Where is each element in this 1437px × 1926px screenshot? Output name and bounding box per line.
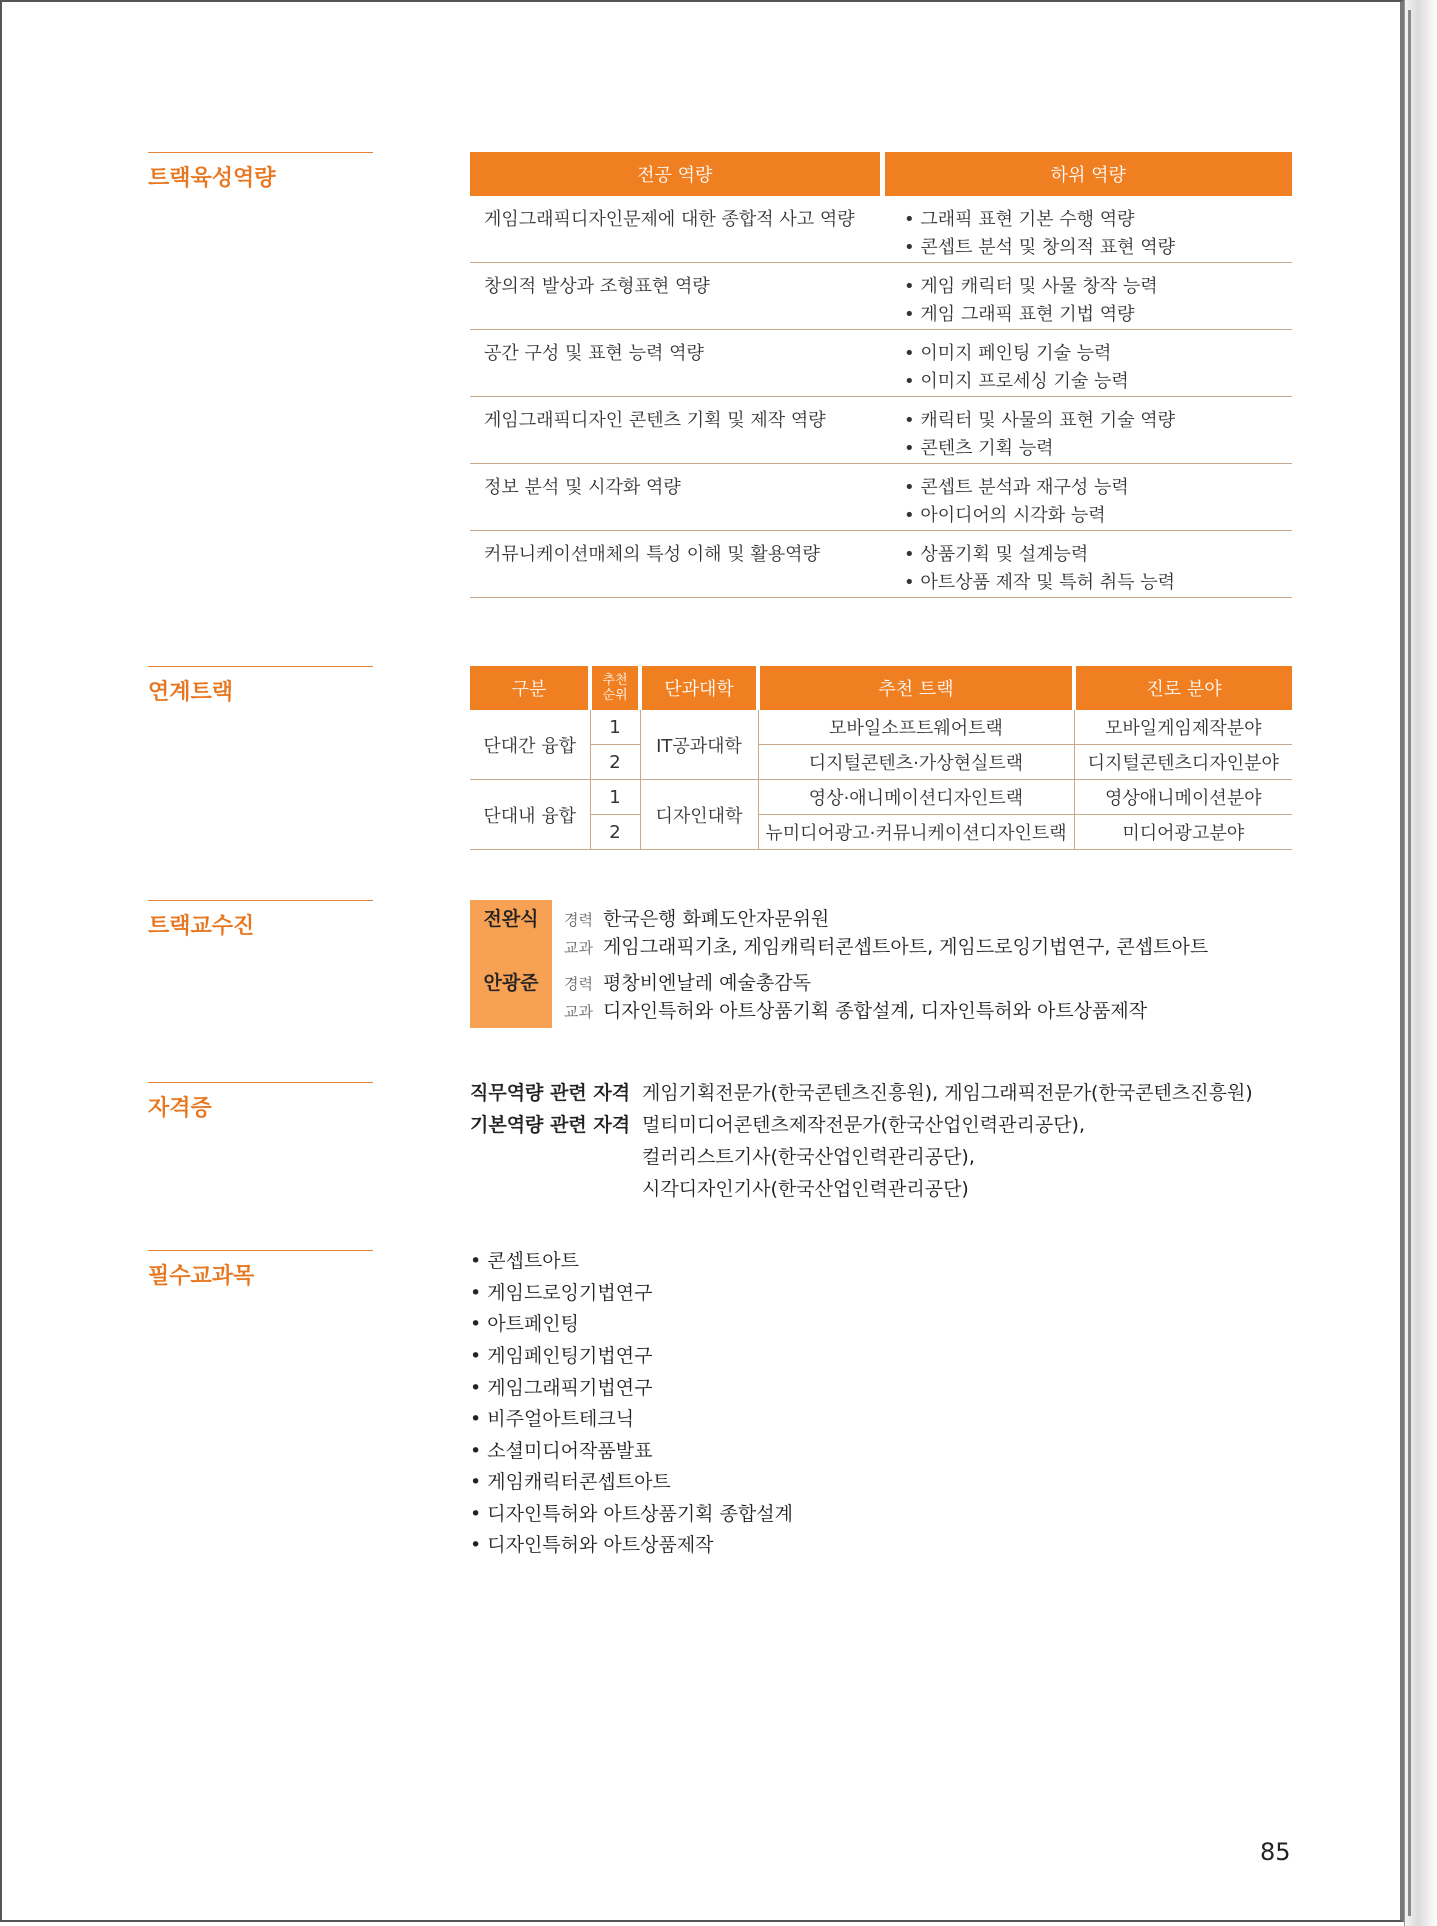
required-course-item: • 아트페인팅 — [470, 1309, 579, 1336]
competency-table — [470, 152, 1292, 598]
table-row — [470, 745, 1292, 780]
track-rank-cell: 2 — [590, 815, 640, 850]
table-row — [470, 531, 1292, 598]
track-rank-cell: 1 — [590, 780, 640, 815]
page-edge-line — [1408, 10, 1411, 1916]
required-course-item: • 게임페인팅기법연구 — [470, 1341, 652, 1368]
table-row — [470, 263, 1292, 330]
required-course-item: • 게임그래픽기법연구 — [470, 1373, 652, 1400]
sub-competency-item: • 아이디어의 시각화 능력 — [904, 502, 1278, 530]
course-tag: 교과 — [564, 939, 593, 957]
track-career-cell: 모바일게임제작분야 — [1074, 710, 1292, 745]
sub-competency-cell — [882, 531, 1292, 598]
section-label-certificates: 자격증 — [148, 1082, 373, 1122]
basic-certificate-value: 멀티미디어콘텐츠제작전문가(한국산업인력관리공단), — [642, 1114, 1086, 1136]
faculty-courses-line — [564, 932, 1208, 959]
sub-competency-cell — [882, 464, 1292, 531]
table-row — [470, 196, 1292, 263]
required-course-item: • 비주얼아트테크닉 — [470, 1404, 634, 1431]
required-course-item: • 게임캐릭터콘셉트아트 — [470, 1467, 671, 1494]
course-tag: 교과 — [564, 1003, 593, 1021]
track-college-cell: 디자인대학 — [640, 780, 758, 850]
header-rank — [590, 666, 640, 710]
major-competency-cell: 창의적 발상과 조형표현 역량 — [470, 263, 882, 330]
header-recommended-track: 추천 트랙 — [758, 666, 1074, 710]
faculty-name: 안광준 — [483, 972, 539, 994]
sub-competency-item: • 콘셉트 분석과 재구성 능력 — [904, 474, 1278, 502]
faculty-courses: 디자인특허와 아트상품기획 종합설계, 디자인특허와 아트상품제작 — [602, 1000, 1148, 1022]
table-row — [470, 330, 1292, 397]
major-competency-cell: 게임그래픽디자인문제에 대한 종합적 사고 역량 — [470, 196, 882, 263]
sub-competency-item: • 캐릭터 및 사물의 표현 기술 역량 — [904, 407, 1278, 435]
header-sub-competency: 하위 역량 — [882, 152, 1292, 196]
header-category: 구분 — [470, 666, 590, 710]
track-career-cell: 미디어광고분야 — [1074, 815, 1292, 850]
sub-competency-cell — [882, 330, 1292, 397]
section-label-required-courses: 필수교과목 — [148, 1250, 373, 1290]
basic-certificate-value: 시각디자인기사(한국산업인력관리공단) — [642, 1178, 969, 1200]
sub-competency-item: • 그래픽 표현 기본 수행 역량 — [904, 206, 1278, 234]
track-career-cell: 디지털콘텐츠디자인분야 — [1074, 745, 1292, 780]
sub-competency-item: • 게임 그래픽 표현 기법 역량 — [904, 301, 1278, 329]
table-row — [470, 397, 1292, 464]
major-competency-cell: 공간 구성 및 표현 능력 역량 — [470, 330, 882, 397]
sub-competency-item: • 아트상품 제작 및 특허 취득 능력 — [904, 569, 1278, 597]
track-name-cell: 모바일소프트웨어트랙 — [758, 710, 1074, 745]
sub-competency-item: • 이미지 프로세싱 기술 능력 — [904, 368, 1278, 396]
header-college: 단과대학 — [640, 666, 758, 710]
table-row — [470, 780, 1292, 815]
major-competency-cell: 커뮤니케이션매체의 특성 이해 및 활용역량 — [470, 531, 882, 598]
table-row — [470, 710, 1292, 745]
job-certificate-label: 직무역량 관련 자격 — [470, 1082, 631, 1104]
track-category-cell: 단대간 융합 — [470, 710, 590, 780]
sub-competency-cell — [882, 196, 1292, 263]
required-course-item: • 게임드로잉기법연구 — [470, 1278, 652, 1305]
basic-certificate-value: 컬러리스트기사(한국산업인력관리공단), — [642, 1146, 975, 1168]
sub-competency-item: • 콘텐츠 기획 능력 — [904, 435, 1278, 463]
required-course-item: • 콘셉트아트 — [470, 1246, 579, 1273]
sub-competency-cell — [882, 263, 1292, 330]
faculty-career-line — [564, 904, 829, 931]
basic-certificate-label: 기본역량 관련 자격 — [470, 1114, 631, 1136]
header-career-field: 진로 분야 — [1074, 666, 1292, 710]
track-name-cell: 디지털콘텐츠·가상현실트랙 — [758, 745, 1074, 780]
header-major-competency: 전공 역량 — [470, 152, 882, 196]
track-rank-cell: 2 — [590, 745, 640, 780]
sub-competency-item: • 콘셉트 분석 및 창의적 표현 역량 — [904, 234, 1278, 262]
table-row — [470, 815, 1292, 850]
faculty-career: 한국은행 화폐도안자문위원 — [602, 908, 830, 930]
header-rank-top: 추천 — [602, 673, 628, 688]
header-rank-bottom: 순위 — [602, 688, 628, 703]
page-number: 85 — [1260, 1838, 1291, 1866]
major-competency-cell: 게임그래픽디자인 콘텐츠 기획 및 제작 역량 — [470, 397, 882, 464]
required-course-item: • 소셜미디어작품발표 — [470, 1436, 652, 1463]
track-category-cell: 단대내 융합 — [470, 780, 590, 850]
section-label-competency: 트랙육성역량 — [148, 152, 373, 192]
track-table-header — [470, 666, 1292, 710]
linked-track-table — [470, 666, 1292, 850]
sub-competency-cell — [882, 397, 1292, 464]
track-career-cell: 영상애니메이션분야 — [1074, 780, 1292, 815]
major-competency-cell: 정보 분석 및 시각화 역량 — [470, 464, 882, 531]
track-rank-cell: 1 — [590, 710, 640, 745]
sub-competency-item: • 이미지 페인팅 기술 능력 — [904, 340, 1278, 368]
required-course-item: • 디자인특허와 아트상품제작 — [470, 1530, 714, 1557]
competency-table-header — [470, 152, 1292, 196]
sub-competency-item: • 게임 캐릭터 및 사물 창작 능력 — [904, 273, 1278, 301]
faculty-career-line — [564, 968, 811, 995]
track-name-cell: 영상·애니메이션디자인트랙 — [758, 780, 1074, 815]
sub-competency-item: • 상품기획 및 설계능력 — [904, 541, 1278, 569]
table-row — [470, 464, 1292, 531]
career-tag: 경력 — [564, 911, 593, 929]
section-label-linked-tracks: 연계트랙 — [148, 666, 373, 706]
faculty-career: 평창비엔날레 예술총감독 — [602, 972, 811, 994]
career-tag: 경력 — [564, 975, 593, 993]
job-certificate-value: 게임기획전문가(한국콘텐츠진흥원), 게임그래픽전문가(한국콘텐츠진흥원) — [642, 1082, 1253, 1104]
required-course-item: • 디자인특허와 아트상품기획 종합설계 — [470, 1499, 793, 1526]
track-name-cell: 뉴미디어광고·커뮤니케이션디자인트랙 — [758, 815, 1074, 850]
section-label-faculty: 트랙교수진 — [148, 900, 373, 940]
faculty-name: 전완식 — [483, 908, 539, 930]
faculty-courses-line — [564, 996, 1147, 1023]
faculty-courses: 게임그래픽기초, 게임캐릭터콘셉트아트, 게임드로잉기법연구, 콘셉트아트 — [602, 936, 1209, 958]
track-college-cell: IT공과대학 — [640, 710, 758, 780]
